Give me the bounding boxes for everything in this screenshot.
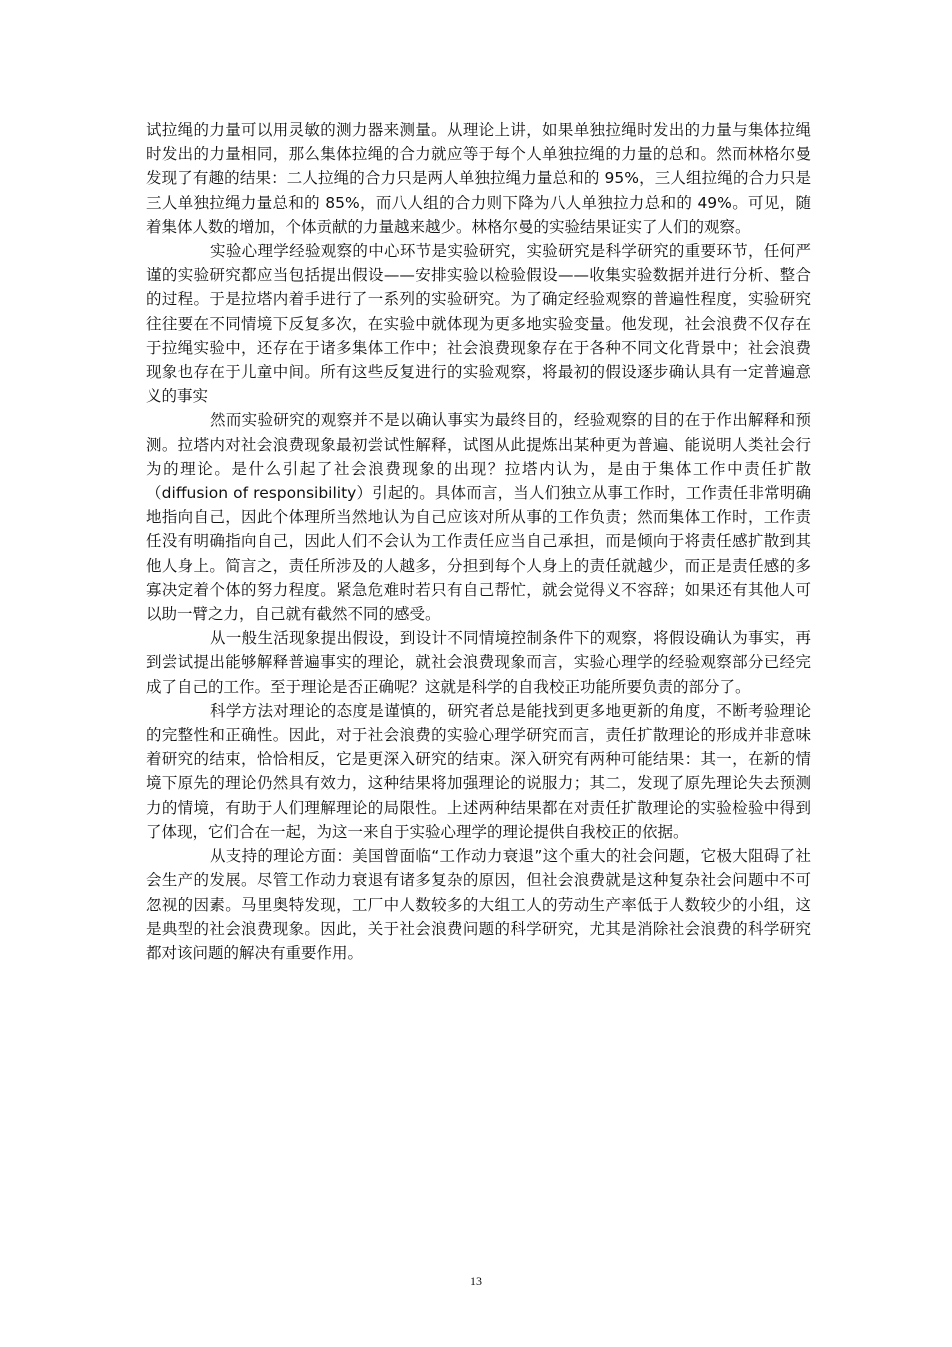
paragraph-experimental-research: 实验心理学经验观察的中心环节是实验研究，实验研究是科学研究的重要环节，任何严谨的实验研究都应当包括提出假设——安排实验以检验假设——收集实验数据并进行分析、整合的过程。于是拉塔内着手进行了一系列的实验研究。为了确定经验观察的普遍性程度，实验研究往往要在不同情境下反复多次，在实验中就体现为更多地实验变量。他发现，社会浪费不仅存在于拉绳实验中，还存在于诸多集体工作中；社会浪费现象存在于各种不同文化背景中；社会浪费现象也存在于儿童中间。所有这些反复进行的实验观察，将最初的假设逐步确认具有一定普遍意义的事实 — [146, 242, 811, 406]
paragraph-hypothesis-to-theory: 从一般生活现象提出假设，到设计不同情境控制条件下的观察，将假设确认为事实，再到尝试提出能够解释普遍事实的理论，就社会浪费现象而言，实验心理学的经验观察部分已经完成了自己的工作。至于理论是否正确呢？这就是科学的自我校正功能所要负责的部分了。 — [146, 629, 811, 696]
paragraph-theory-support: 从支持的理论方面：美国曾面临“工作动力衰退”这个重大的社会问题，它极大阻碍了社会生产的发展。尽管工作动力衰退有诸多复杂的原因，但社会浪费就是这种复杂社会问题中不可忽视的因素。马里奥特发现，工厂中人数较多的大组工人的劳动生产率低于人数较少的小组，这是典型的社会浪费现象。因此，关于社会浪费问题的科学研究，尤其是消除社会浪费的科学研究都对该问题的解决有重要作用。 — [146, 847, 811, 962]
page-number: 13 — [470, 1274, 482, 1288]
paragraph-continuation: 试拉绳的力量可以用灵敏的测力器来测量。从理论上讲，如果单独拉绳时发出的力量与集体拉绳时发出的力量相同，那么集体拉绳的合力就应等于每个人单独拉绳的力量的总和。然而林格尔曼发现了有趣的结果：二人拉绳的合力只是两人单独拉绳力量总和的 95%，三人组拉绳的合力只是三人单独拉绳力量总和的 85%，而八人组的合力则下降为八人单独拉力总和的 49%。可见，随着集体人数的增加，个体贡献的力量越来越少。林格尔曼的实验结果证实了人们的观察。 — [146, 121, 811, 236]
paragraph-self-correction: 科学方法对理论的态度是谨慎的，研究者总是能找到更多地更新的角度，不断考验理论的完整性和正确性。因此，对于社会浪费的实验心理学研究而言，责任扩散理论的形成并非意味着研究的结束，恰恰相反，它是更深入研究的结束。深入研究有两种可能结果：其一，在新的情境下原先的理论仍然具有效力，这种结果将加强理论的说服力；其二，发现了原先理论失去预测力的情境，有助于人们理解理论的局限性。上述两种结果都在对责任扩散理论的实验检验中得到了体现，它们合在一起，为这一来自于实验心理学的理论提供自我校正的依据。 — [146, 701, 811, 841]
paragraph-explanation-prediction: 然而实验研究的观察并不是以确认事实为最终目的，经验观察的目的在于作出解释和预测。拉塔内对社会浪费现象最初尝试性解释，试图从此提炼出某种更为普遍、能说明人类社会行为的理论。是什么引起了社会浪费现象的出现？拉塔内认为，是由于集体工作中责任扩散（diffusion of responsibility）引起的。具体而言，当人们独立从事工作时，工作责任非常明确地指向自己，因此个体理所当然地认为自己应该对所从事的工作负责；然而集体工作时，工作责任没有明确指向自己，因此人们不会认为工作责任应当自己承担，而是倾向于将责任感扩散到其他人身上。简言之，责任所涉及的人越多，分担到每个人身上的责任就越少，而正是责任感的多寡决定着个体的努力程度。紧急危难时若只有自己帮忙，就会觉得义不容辞；如果还有其他人可以助一臂之力，自己就有截然不同的感受。 — [146, 411, 811, 624]
body-text — [146, 118, 811, 965]
